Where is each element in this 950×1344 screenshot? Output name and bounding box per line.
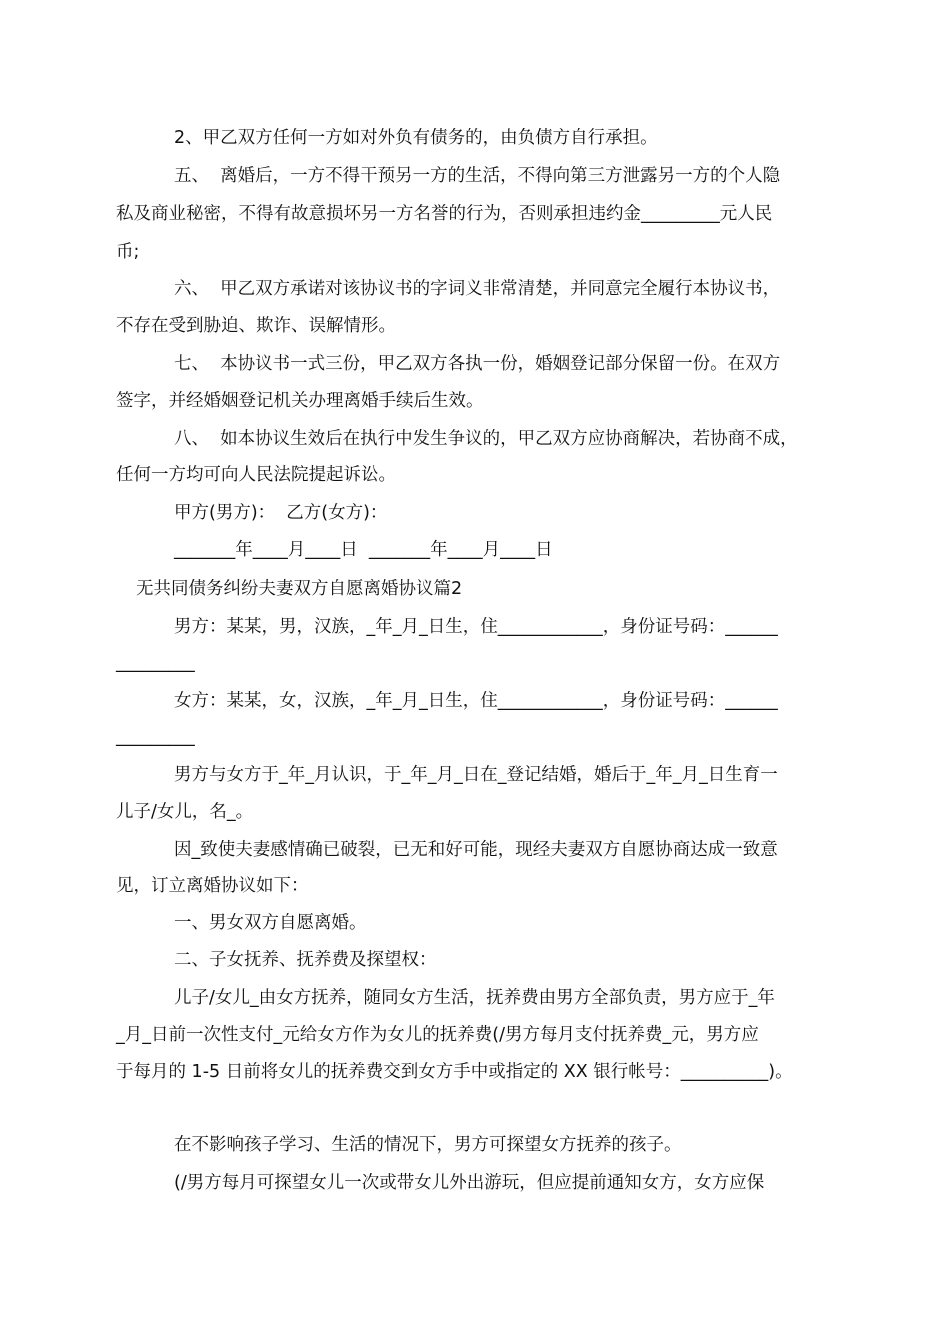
clause-5-privacy-cont: 私及商业秘密，不得有故意损坏另一方名誉的行为，否则承担违约金_________元人民 (116, 204, 773, 224)
custody-terms-account: 于每月的 1-5 日前将女儿的抚养费交到女方手中或指定的 XX 银行帐号：__________)。 (116, 1062, 793, 1082)
custody-terms-cont: _月_日前一次性支付_元给女方作为女儿的抚养费(/男方每月支付抚养费_元，男方应 (116, 1025, 759, 1045)
marriage-history-cont: 儿子/女儿，名_。 (116, 802, 254, 822)
section-heading: 无共同债务纠纷夫妻双方自愿离婚协议篇2 (136, 579, 463, 599)
female-party-id-cont: _________ (116, 727, 195, 747)
clause-8-dispute: 八、 如本协议生效后在执行中发生争议的，甲乙双方应协商解决，若协商不成， (174, 429, 798, 449)
divorce-reason: 因_致使夫妻感情确已破裂，已无和好可能，现经夫妻双方自愿协商达成一致意 (174, 840, 778, 860)
clause-2-debt: 2、甲乙双方任何一方如对外负有债务的，由负债方自行承担。 (174, 128, 658, 148)
clause-5-privacy: 五、 离婚后，一方不得干预另一方的生活，不得向第三方泄露另一方的个人隐 (174, 166, 781, 186)
clause-1-voluntary: 一、男女双方自愿离婚。 (174, 913, 367, 933)
clause-7-copies-cont: 签字，并经婚姻登记机关办理离婚手续后生效。 (116, 391, 484, 411)
visitation-terms: 在不影响孩子学习、生活的情况下，男方可探望女方抚养的孩子。 (174, 1135, 682, 1155)
male-party-info: 男方：某某，男，汉族，_年_月_日生，住____________，身份证号码：______ (174, 617, 778, 637)
clause-7-copies: 七、 本协议书一式三份，甲乙双方各执一份，婚姻登记部分保留一份。在双方 (174, 354, 781, 374)
clause-6-understanding: 六、 甲乙双方承诺对该协议书的字词义非常清楚，并同意完全履行本协议书， (174, 279, 781, 299)
female-party-info: 女方：某某，女，汉族，_年_月_日生，住____________，身份证号码：______ (174, 691, 778, 711)
clause-2-custody-heading: 二、子女抚养、抚养费及探望权： (174, 950, 437, 970)
divorce-reason-cont: 见，订立离婚协议如下： (116, 876, 309, 896)
clause-5-privacy-end: 币; (116, 242, 140, 262)
visitation-terms-cont: (/男方每月可探望女儿一次或带女儿外出游玩，但应提前通知女方，女方应保 (174, 1173, 765, 1193)
clause-6-understanding-cont: 不存在受到胁迫、欺诈、误解情形。 (116, 316, 396, 336)
custody-terms: 儿子/女儿_由女方抚养，随同女方生活，抚养费由男方全部负责，男方应于_年 (174, 988, 775, 1008)
marriage-history: 男方与女方于_年_月认识，于_年_月_日在_登记结婚，婚后于_年_月_日生育一 (174, 765, 778, 785)
signature-parties: 甲方(男方)： 乙方(女方)： (174, 503, 388, 523)
male-party-id-cont: _________ (116, 653, 195, 673)
clause-8-dispute-cont: 任何一方均可向人民法院提起诉讼。 (116, 465, 396, 485)
signature-dates: _______年____月____日 _______年____月____日 (174, 540, 553, 560)
